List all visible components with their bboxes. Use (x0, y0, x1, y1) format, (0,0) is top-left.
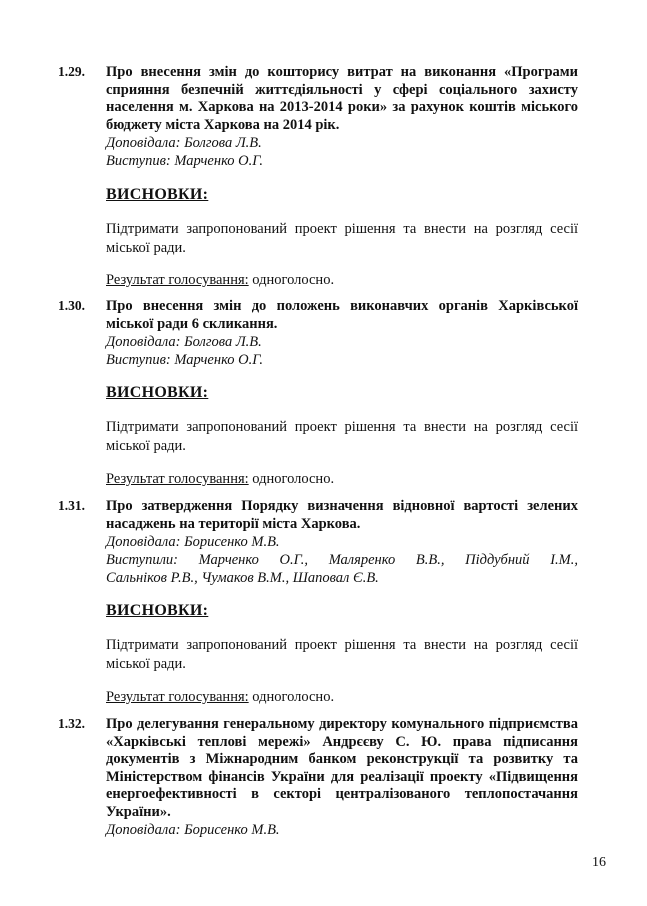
conclusions-heading: ВИСНОВКИ: (106, 186, 209, 203)
item-reporter: Доповідала: Борисенко М.В. (106, 822, 280, 838)
item-body (106, 64, 578, 170)
item-body (106, 298, 578, 369)
item-speakers-continued: Сальніков Р.В., Чумаков В.М., Шаповал Є.В. (106, 570, 379, 586)
vote-result (106, 471, 334, 488)
item-body (106, 498, 578, 587)
agenda-item-1-29 (58, 64, 578, 170)
agenda-item-1-32 (58, 716, 578, 839)
vote-result-value: одноголосно. (248, 689, 335, 705)
conclusions-heading: ВИСНОВКИ: (106, 602, 209, 619)
item-speakers: Виступили: Марченко О.Г., Маляренко В.В., Піддубний І.М., (106, 552, 578, 568)
item-speakers: Виступив: Марченко О.Г. (106, 153, 264, 169)
agenda-item-1-30 (58, 298, 578, 369)
agenda-item-1-31 (58, 498, 578, 587)
vote-result-label: Результат голосування: (106, 471, 249, 487)
item-number: 1.30. (58, 298, 85, 313)
item-reporter: Доповідала: Борисенко М.В. (106, 534, 280, 550)
conclusion-text: Підтримати запропонований проект рішення та внести на розгляд сесії міської ради. (106, 637, 578, 672)
item-reporter: Доповідала: Болгова Л.В. (106, 334, 262, 350)
item-number: 1.29. (58, 64, 85, 79)
conclusion-text: Підтримати запропонований проект рішення та внести на розгляд сесії міської ради. (106, 419, 578, 454)
item-number: 1.32. (58, 716, 85, 731)
item-title: Про затвердження Порядку визначення відновної вартості зелених насаджень на території міста Харкова. (106, 498, 578, 532)
item-speakers: Виступив: Марченко О.Г. (106, 352, 264, 368)
vote-result-value: одноголосно. (248, 272, 335, 288)
vote-result-value: одноголосно. (248, 471, 335, 487)
page-number: 16 (592, 855, 606, 870)
vote-result-label: Результат голосування: (106, 689, 249, 705)
vote-result (106, 689, 334, 706)
conclusions-heading: ВИСНОВКИ: (106, 384, 209, 401)
vote-result (106, 272, 334, 289)
item-title: Про внесення змін до кошторису витрат на виконання «Програми сприяння безпечній життєдіяльності у сфері соціального захисту населення м. Харкова на 2013-2014 роки» за рахунок коштів міського бюджету міста Харкова на 2014 рік. (106, 64, 578, 133)
item-title: Про делегування генеральному директору комунального підприємства «Харківські теплові мережі» Андрєєву С. Ю. права підписання документів з Міжнародним банком реконструкції та розвитку та Міністерством фінансів України для реалізації проекту «Підвищення енергоефективності в секторі централізованого теплопостачання України». (106, 716, 578, 820)
item-number: 1.31. (58, 498, 85, 513)
conclusion-text: Підтримати запропонований проект рішення та внести на розгляд сесії міської ради. (106, 221, 578, 256)
item-reporter: Доповідала: Болгова Л.В. (106, 135, 262, 151)
vote-result-label: Результат голосування: (106, 272, 249, 288)
item-title: Про внесення змін до положень виконавчих органів Харківської міської ради 6 скликання. (106, 298, 578, 332)
item-body (106, 716, 578, 839)
